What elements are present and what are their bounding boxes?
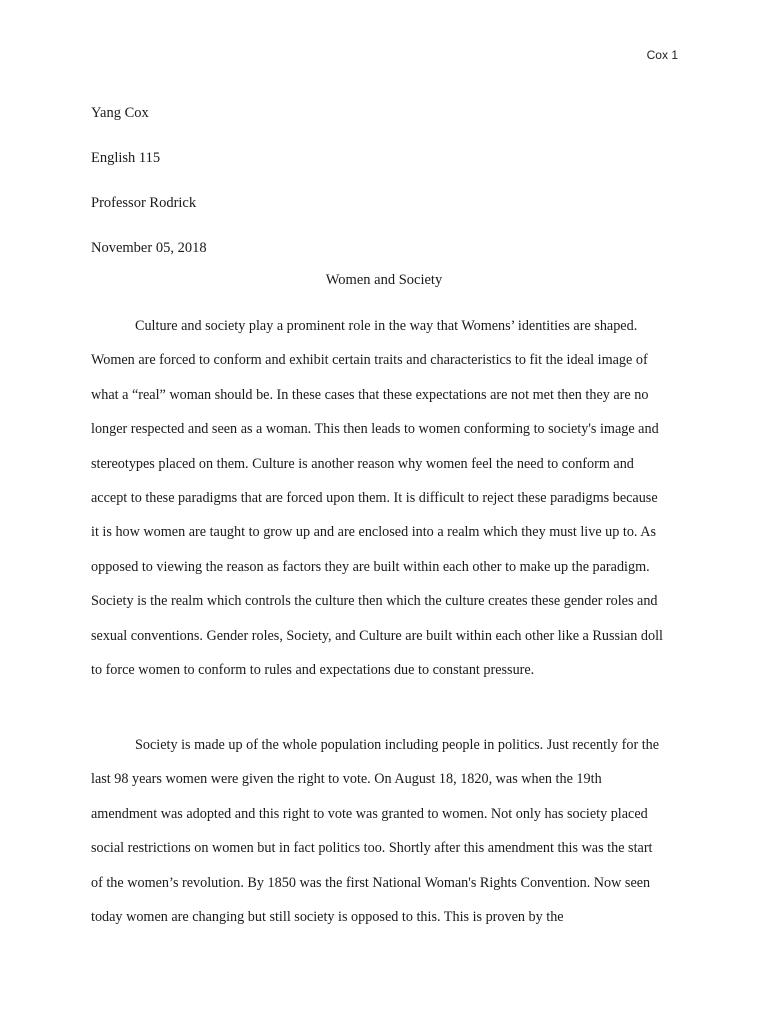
mla-heading <box>91 91 681 271</box>
essay-date: November 05, 2018 <box>91 240 207 256</box>
body-paragraph-2: Society is made up of the whole population including people in politics. Just recently for the last 98 years women were given the right to vote. On August 18, 1820, was when the 19th amendment was adopted and this right to vote was granted to women. Not only has society placed social restrictions on women but in fact politics too. Shortly after this amendment this was the start of the women’s revolution. By 1850 was the first National Woman's Rights Convention. Now seen today women are changing but still society is opposed to this. This is proven by the <box>91 737 660 926</box>
essay-title: Women and Society <box>325 272 443 288</box>
professor-name: Professor Rodrick <box>91 195 197 211</box>
student-name: Yang Cox <box>91 105 149 121</box>
body-paragraph-1: Culture and society play a prominent role in the way that Womens’ identities are shaped. Women are forced to conform and exhibit certain traits and characteristics to fit the ideal image of what a “real” woman should be. In these cases that these expectations are not met then they are no longer respected and seen as a woman. This then leads to women conforming to society's image and stereotypes placed on them. Culture is another reason why women feel the need to conform and accept to these paradigms that are forced upon them. It is difficult to reject these paradigms because it is how women are taught to grow up and are enclosed into a realm which they must live up to. As opposed to viewing the reason as factors they are built within each other to make up the paradigm. Society is the realm which controls the culture then which the culture creates these gender roles and sexual conventions. Gender roles, Society, and Culture are built within each other like a Russian doll to force women to conform to rules and expectations due to constant pressure. <box>91 318 663 679</box>
course-name: English 115 <box>91 150 161 166</box>
running-header: Cox 1 <box>646 48 678 62</box>
